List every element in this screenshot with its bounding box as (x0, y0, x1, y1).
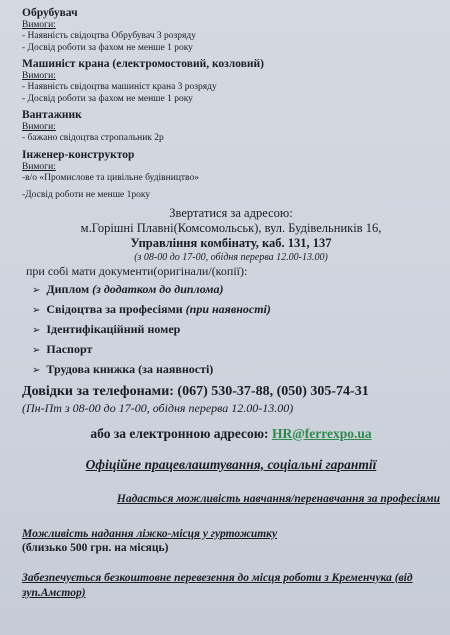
benefit-transport: Забезпечується безкоштовне перевезення до місця роботи з Кременчука (від зуп.Амстор) (22, 571, 413, 599)
arrow-bullet-icon: ➢ (32, 304, 41, 316)
document-item: ➢ Паспорт (32, 341, 93, 356)
contact-heading: Звертатися за адресою: (169, 205, 293, 220)
document-item: ➢ Диплом (з додатком до диплома) (32, 281, 224, 296)
document-item: ➢ Трудова книжка (за наявності) (32, 361, 214, 376)
job-title: Обрубувач (22, 7, 78, 19)
job-obrubuvach (22, 6, 440, 54)
benefit-official-employment: Офіційне працевлаштування, соціальні гарантії (85, 456, 377, 472)
requirement-item: - Наявність свідоцтва Обрубувач 3 розряду (22, 31, 196, 41)
job-crane-operator (22, 57, 440, 105)
benefit-training: Надасться можливість навчання/перенавчання за професіями (116, 492, 440, 505)
requirements-label: Вимоги: (22, 161, 56, 172)
document-item: ➢ Свідоцтва за професіями (при наявності) (32, 301, 271, 316)
job-design-engineer (22, 148, 440, 202)
email-link[interactable]: HR@ferrexpo.ua (271, 425, 372, 441)
contact-block (22, 206, 440, 264)
requirement-item: -в/о «Промислове та цивільне будівництво» (22, 172, 199, 183)
requirement-item: - Наявність свідоцтва машиніст крана 3 розряду (22, 82, 217, 92)
benefit-dormitory: Можливість надання ліжко-місця у гуртожитку (22, 527, 278, 540)
requirement-item: -Досвід роботи не менше 1року (22, 190, 151, 200)
documents-intro: при собі мати документи(оригінали/(копії): (26, 263, 248, 278)
email-line (22, 425, 440, 443)
arrow-bullet-icon: ➢ (32, 324, 41, 336)
job-title: Машиніст крана (електромостовий, козловий) (22, 58, 265, 70)
contact-address: м.Горішні Плавні(Комсомольськ), вул. Будівельників 16, (80, 220, 382, 235)
contact-hours: (з 08-00 до 17-00, обідня перерва 12.00-13.00) (134, 251, 328, 263)
requirement-item: - Досвід роботи за фахом не менше 1 року (22, 93, 193, 104)
benefit-dormitory-price: (близько 500 грн. на місяць) (22, 541, 169, 554)
arrow-bullet-icon: ➢ (32, 284, 41, 296)
job-title: Вантажник (22, 109, 82, 121)
email-prefix: або за електронною адресою: (90, 425, 272, 441)
requirement-item: - бажано свідоцтва стропальник 2р (22, 133, 164, 143)
requirements-label: Вимоги: (22, 122, 56, 132)
requirement-item: - Досвід роботи за фахом не менше 1 року (22, 42, 193, 53)
job-title: Інженер-конструктор (22, 148, 135, 161)
document-item: ➢ Ідентифікаційний номер (32, 321, 181, 336)
documents-list (32, 280, 440, 380)
requirements-label: Вимоги: (22, 71, 56, 81)
contact-office: Управління комбінату, каб. 131, 137 (130, 235, 332, 250)
phone-hours: (Пн-Пт з 08-00 до 17-00, обідня перерва 12.00-13.00) (22, 400, 294, 415)
arrow-bullet-icon: ➢ (32, 364, 41, 376)
arrow-bullet-icon: ➢ (32, 344, 41, 356)
job-loader (22, 108, 440, 145)
phone-line: Довідки за телефонами: (067) 530-37-88, (050) 305-74-31 (22, 383, 369, 399)
requirements-label: Вимоги: (22, 20, 56, 30)
